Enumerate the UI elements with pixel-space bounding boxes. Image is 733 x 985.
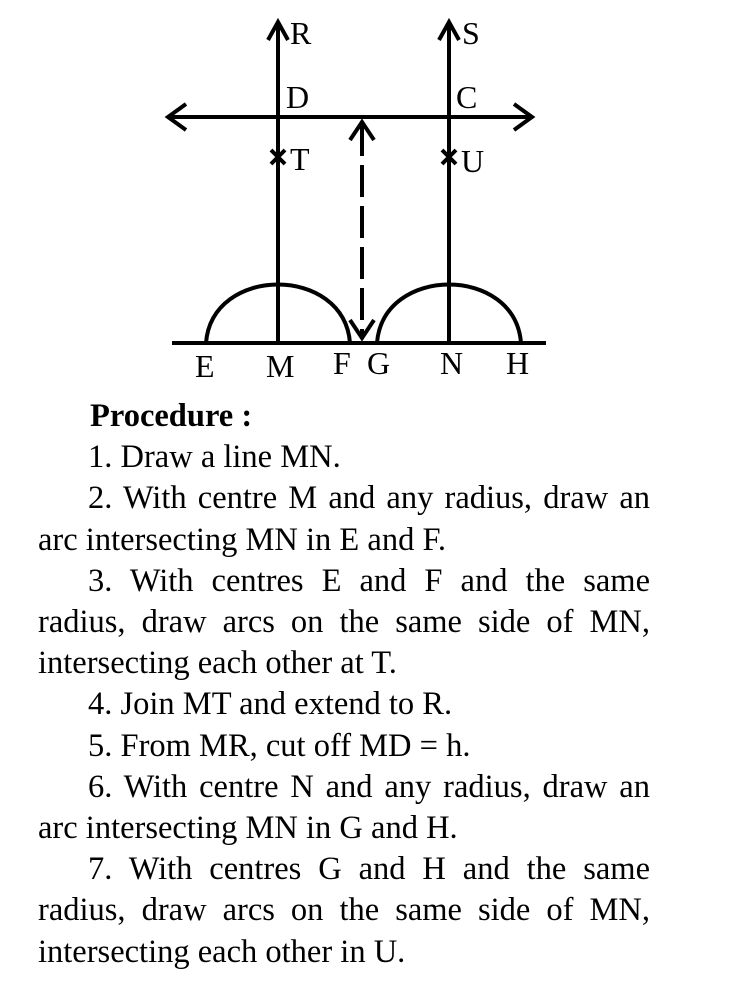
label-t: T	[290, 141, 310, 177]
label-c: C	[456, 79, 478, 115]
construction-diagram	[0, 0, 733, 385]
procedure-step-7: 7. With centres G and H and the same radius, draw arcs on the same side of MN, intersecting each other in U.	[38, 851, 650, 970]
procedure-step-2: 2. With centre M and any radius, draw an arc intersecting MN in E and F.	[38, 480, 650, 558]
label-s: S	[462, 15, 480, 51]
label-m: M	[266, 348, 295, 384]
procedure-step-3: 3. With centres E and F and the same radius, draw arcs on the same side of MN, intersecting each other at T.	[38, 562, 650, 682]
procedure-step-1: 1. Draw a line MN.	[88, 439, 341, 476]
label-g: G	[367, 345, 391, 381]
label-e: E	[195, 348, 215, 384]
procedure-step-4: 4. Join MT and extend to R.	[88, 686, 453, 723]
label-d: D	[286, 79, 310, 115]
label-h: H	[506, 345, 530, 381]
procedure-step-5: 5. From MR, cut off MD = h.	[88, 727, 471, 764]
procedure-heading: Procedure :	[90, 398, 253, 434]
label-n: N	[440, 345, 464, 381]
label-f: F	[333, 345, 351, 381]
procedure-section	[38, 396, 650, 973]
label-u: U	[461, 143, 485, 179]
procedure-step-6: 6. With centre N and any radius, draw an arc intersecting MN in G and H.	[38, 768, 650, 847]
label-r: R	[290, 15, 312, 51]
